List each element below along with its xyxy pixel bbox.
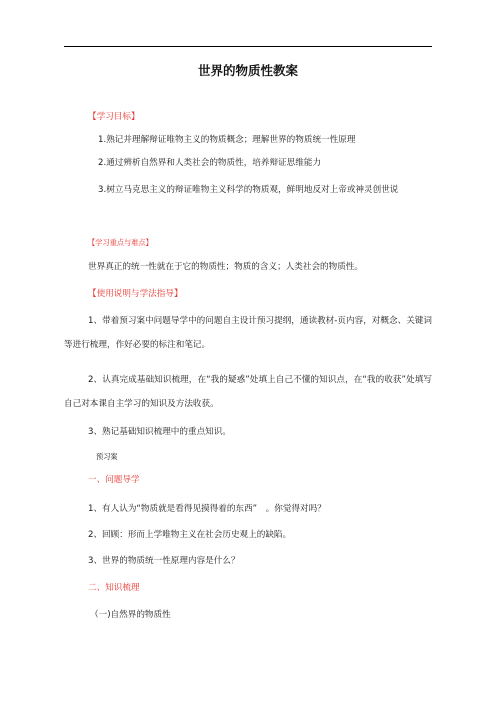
- method-heading: 【使用说明与学法指导】: [88, 289, 183, 299]
- document-title: 世界的物质性教案: [197, 63, 298, 78]
- knowledge-subheading: （一)自然界的物质性: [90, 610, 171, 620]
- questions-heading: 一、问题导学: [88, 475, 140, 485]
- preview-label: 预习案: [96, 452, 118, 461]
- goal-item-2: 2.通过辨析自然界和人类社会的物质性，培养辩证思维能力: [98, 158, 322, 168]
- method-item-1: 1、带着预习案中问题导学中的问题自主设计预习提纲，通读教材-页内容，对概念、关键词等进行梳理，作好必要的标注和笔记。: [64, 316, 432, 350]
- goal-item-3: 3.树立马克思主义的辩证唯物主义科学的物质观，鲜明地反对上帝或神灵创世说: [98, 185, 399, 195]
- question-item-1: 1、有人认为“物质就是看得见摸得着的东西” 。你觉得对吗？: [88, 504, 326, 514]
- key-text: 世界真正的统一性就在于它的物质性；物质的含义；人类社会的物质性。: [88, 262, 364, 272]
- method-item-3: 3、熟记基础知识梳理中的重点知识。: [88, 427, 231, 437]
- knowledge-heading: 二、知识梳理: [88, 583, 140, 593]
- header-rule: [64, 46, 432, 47]
- method-item-2: 2、认真完成基础知识梳理，在“我的疑惑”处填上自己不懂的知识点，在“我的收获”处填写自己对本课自主学习的知识及方法收获。: [64, 375, 432, 409]
- goal-item-1: 1.熟记并理解辩证唯物主义的物质概念；理解世界的物质统一性原理: [98, 135, 356, 145]
- key-heading: 【学习重点与难点】: [88, 238, 153, 247]
- question-item-2: 2、回顾：形而上学唯物主义在社会历史观上的缺陷。: [88, 530, 292, 540]
- goals-heading: 【学习目标】: [88, 112, 140, 122]
- question-item-3: 3、世界的物质统一性原理内容是什么？: [88, 556, 240, 566]
